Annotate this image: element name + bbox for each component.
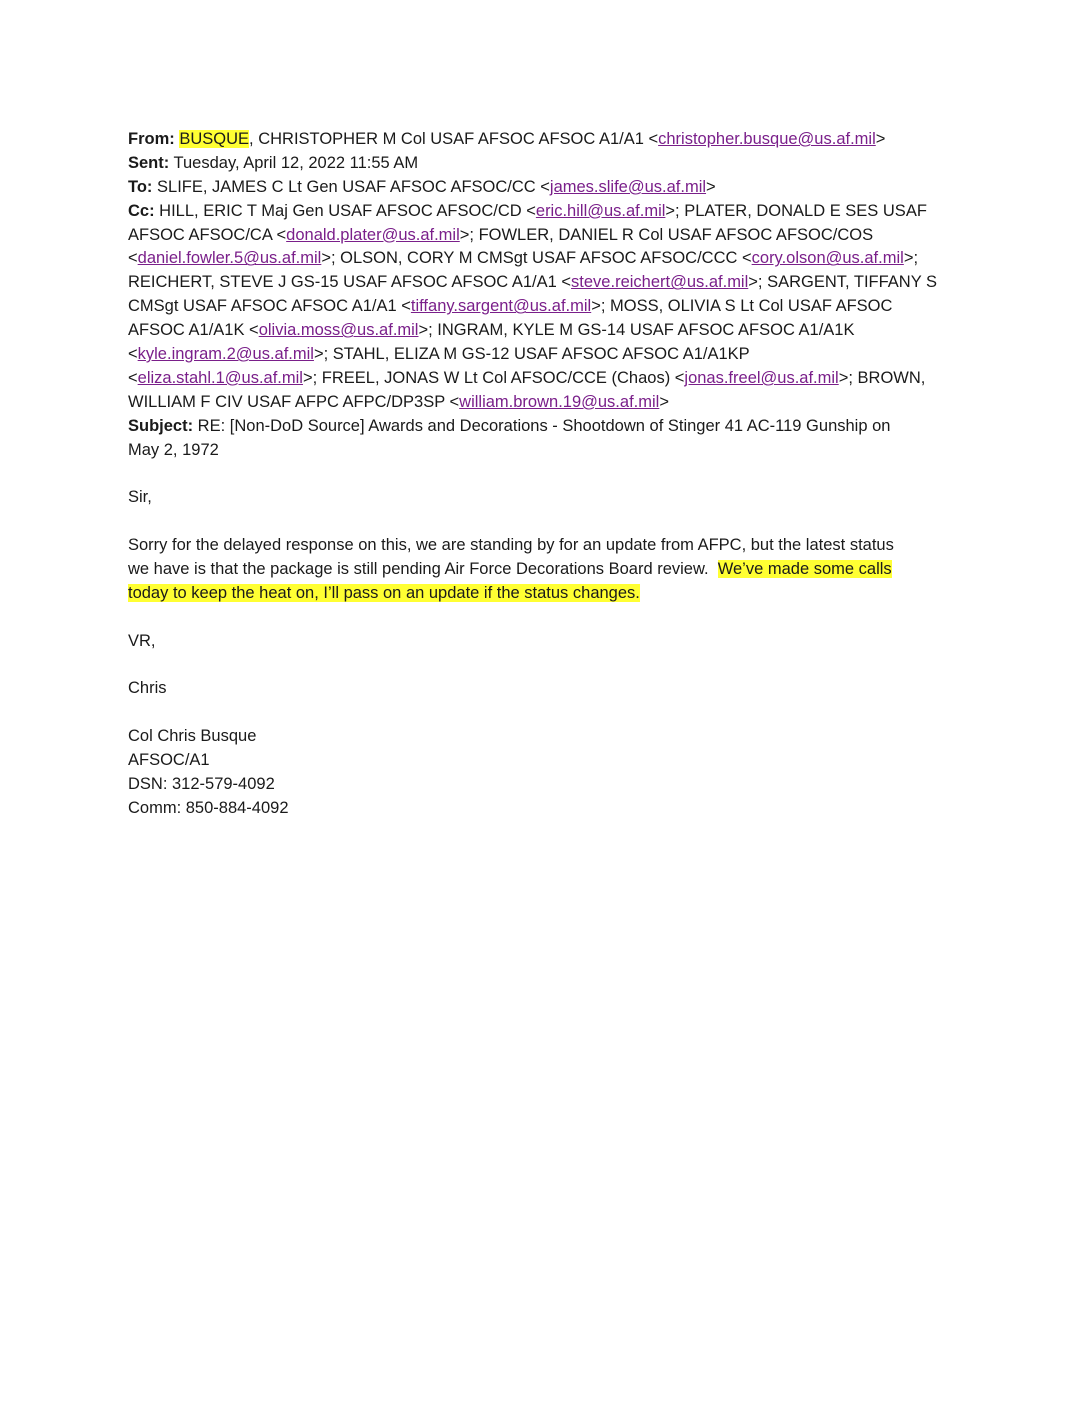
- body-text: we have is that the package is still pending Air Force Decorations Board review.: [128, 560, 718, 579]
- cc-email-link[interactable]: tiffany.sargent@us.af.mil: [410, 297, 592, 316]
- cc-text: >; BROWN,: [838, 368, 926, 387]
- cc-text: >; FOWLER, DANIEL R Col USAF AFSOC AFSOC/COS: [459, 225, 874, 244]
- cc-text: >; MOSS, OLIVIA S Lt Col USAF AFSOC: [591, 297, 893, 316]
- subject-label: Subject:: [128, 416, 194, 435]
- sent-line: [128, 152, 968, 176]
- cc-line-7: [128, 343, 968, 367]
- cc-text: CMSgt USAF AFSOC AFSOC A1/A1 <: [128, 297, 411, 316]
- spacer: [128, 654, 968, 678]
- cc-text: >; OLSON, CORY M CMSgt USAF AFSOC AFSOC/CCC <: [321, 249, 752, 268]
- cc-text: >; FREEL, JONAS W Lt Col AFSOC/CCE (Chaos) <: [302, 368, 685, 387]
- recipient-name: SLIFE, JAMES C Lt Gen USAF AFSOC AFSOC/CC <: [152, 177, 550, 196]
- cc-line-9: [128, 391, 968, 415]
- cc-email-link[interactable]: eric.hill@us.af.mil: [535, 201, 666, 220]
- signature-dsn: DSN: 312-579-4092: [128, 775, 275, 794]
- signature-office: AFSOC/A1: [128, 751, 210, 770]
- cc-email-link[interactable]: cory.olson@us.af.mil: [751, 249, 904, 268]
- cc-text: HILL, ERIC T Maj Gen USAF AFSOC AFSOC/CD <: [154, 201, 536, 220]
- signature-name: Col Chris Busque: [128, 727, 257, 746]
- closing: VR,: [128, 631, 156, 650]
- cc-text: <: [128, 345, 138, 364]
- cc-email-link[interactable]: donald.plater@us.af.mil: [286, 225, 460, 244]
- sender-surname-highlight: BUSQUE: [179, 130, 250, 148]
- cc-email-link[interactable]: jonas.freel@us.af.mil: [684, 368, 839, 387]
- cc-line-3: [128, 247, 968, 271]
- body-paragraph-line-2: [128, 558, 968, 582]
- cc-email-link[interactable]: eliza.stahl.1@us.af.mil: [137, 368, 303, 387]
- from-line: [128, 128, 968, 152]
- sender-details: , CHRISTOPHER M Col USAF AFSOC AFSOC A1/A1 <: [249, 130, 659, 148]
- to-label: To:: [128, 177, 153, 196]
- body-paragraph-line-3: [128, 582, 968, 606]
- subject-line-cont: [128, 439, 968, 463]
- bracket-close: >: [706, 177, 716, 196]
- body-paragraph-line-1: Sorry for the delayed response on this, we are standing by for an update from AFPC, but the latest status: [128, 536, 894, 555]
- cc-text: REICHERT, STEVE J GS-15 USAF AFSOC AFSOC A1/A1 <: [128, 273, 572, 292]
- signature-comm: Comm: 850-884-4092: [128, 798, 289, 817]
- cc-line-8: [128, 367, 968, 391]
- cc-text: >; PLATER, DONALD E SES USAF: [665, 201, 927, 220]
- cc-email-link[interactable]: olivia.moss@us.af.mil: [258, 321, 419, 340]
- cc-text: >; INGRAM, KYLE M GS-14 USAF AFSOC AFSOC A1/A1K: [418, 321, 855, 340]
- cc-text: >;: [903, 249, 919, 268]
- cc-text: WILLIAM F CIV USAF AFPC AFPC/DP3SP <: [128, 392, 460, 411]
- cc-label: Cc:: [128, 201, 155, 220]
- cc-line-5: [128, 295, 968, 319]
- cc-email-link[interactable]: william.brown.19@us.af.mil: [459, 392, 660, 411]
- from-label: From:: [128, 130, 175, 148]
- cc-email-link[interactable]: kyle.ingram.2@us.af.mil: [137, 345, 314, 364]
- cc-text: >; STAHL, ELIZA M GS-12 USAF AFSOC AFSOC A1/A1KP: [313, 345, 750, 364]
- spacer: [128, 606, 968, 630]
- spacer: [128, 510, 968, 534]
- greeting: Sir,: [128, 488, 152, 507]
- email-document: [128, 128, 968, 821]
- recipient-email-link[interactable]: james.slife@us.af.mil: [549, 177, 707, 196]
- cc-line-1: [128, 200, 968, 224]
- bracket-close: >: [875, 130, 886, 148]
- highlighted-text: We’ve made some calls: [717, 560, 892, 579]
- subject-text: RE: [Non-DoD Source] Awards and Decorations - Shootdown of Stinger 41 AC-119 Gunship on: [193, 416, 891, 435]
- subject-text-cont: May 2, 1972: [128, 440, 219, 459]
- cc-text: <: [128, 249, 138, 268]
- cc-line-4: [128, 271, 968, 295]
- sent-date: Tuesday, April 12, 2022 11:55 AM: [169, 153, 419, 172]
- cc-line-2: [128, 224, 968, 248]
- highlighted-text: today to keep the heat on, I’ll pass on an update if the status changes.: [128, 583, 640, 602]
- spacer: [128, 462, 968, 486]
- cc-text: >: [659, 392, 669, 411]
- to-line: [128, 176, 968, 200]
- cc-line-6: [128, 319, 968, 343]
- sender-first-name: Chris: [128, 679, 167, 698]
- sent-label: Sent:: [128, 153, 170, 172]
- cc-text: AFSOC AFSOC/CA <: [128, 225, 287, 244]
- cc-text: <: [128, 368, 138, 387]
- cc-email-link[interactable]: daniel.fowler.5@us.af.mil: [137, 249, 322, 268]
- cc-text: AFSOC A1/A1K <: [128, 321, 259, 340]
- cc-text: >; SARGENT, TIFFANY S: [748, 273, 938, 292]
- subject-line: [128, 415, 968, 439]
- spacer: [128, 701, 968, 725]
- cc-email-link[interactable]: steve.reichert@us.af.mil: [571, 273, 749, 292]
- sender-email-link[interactable]: christopher.busque@us.af.mil: [658, 130, 876, 148]
